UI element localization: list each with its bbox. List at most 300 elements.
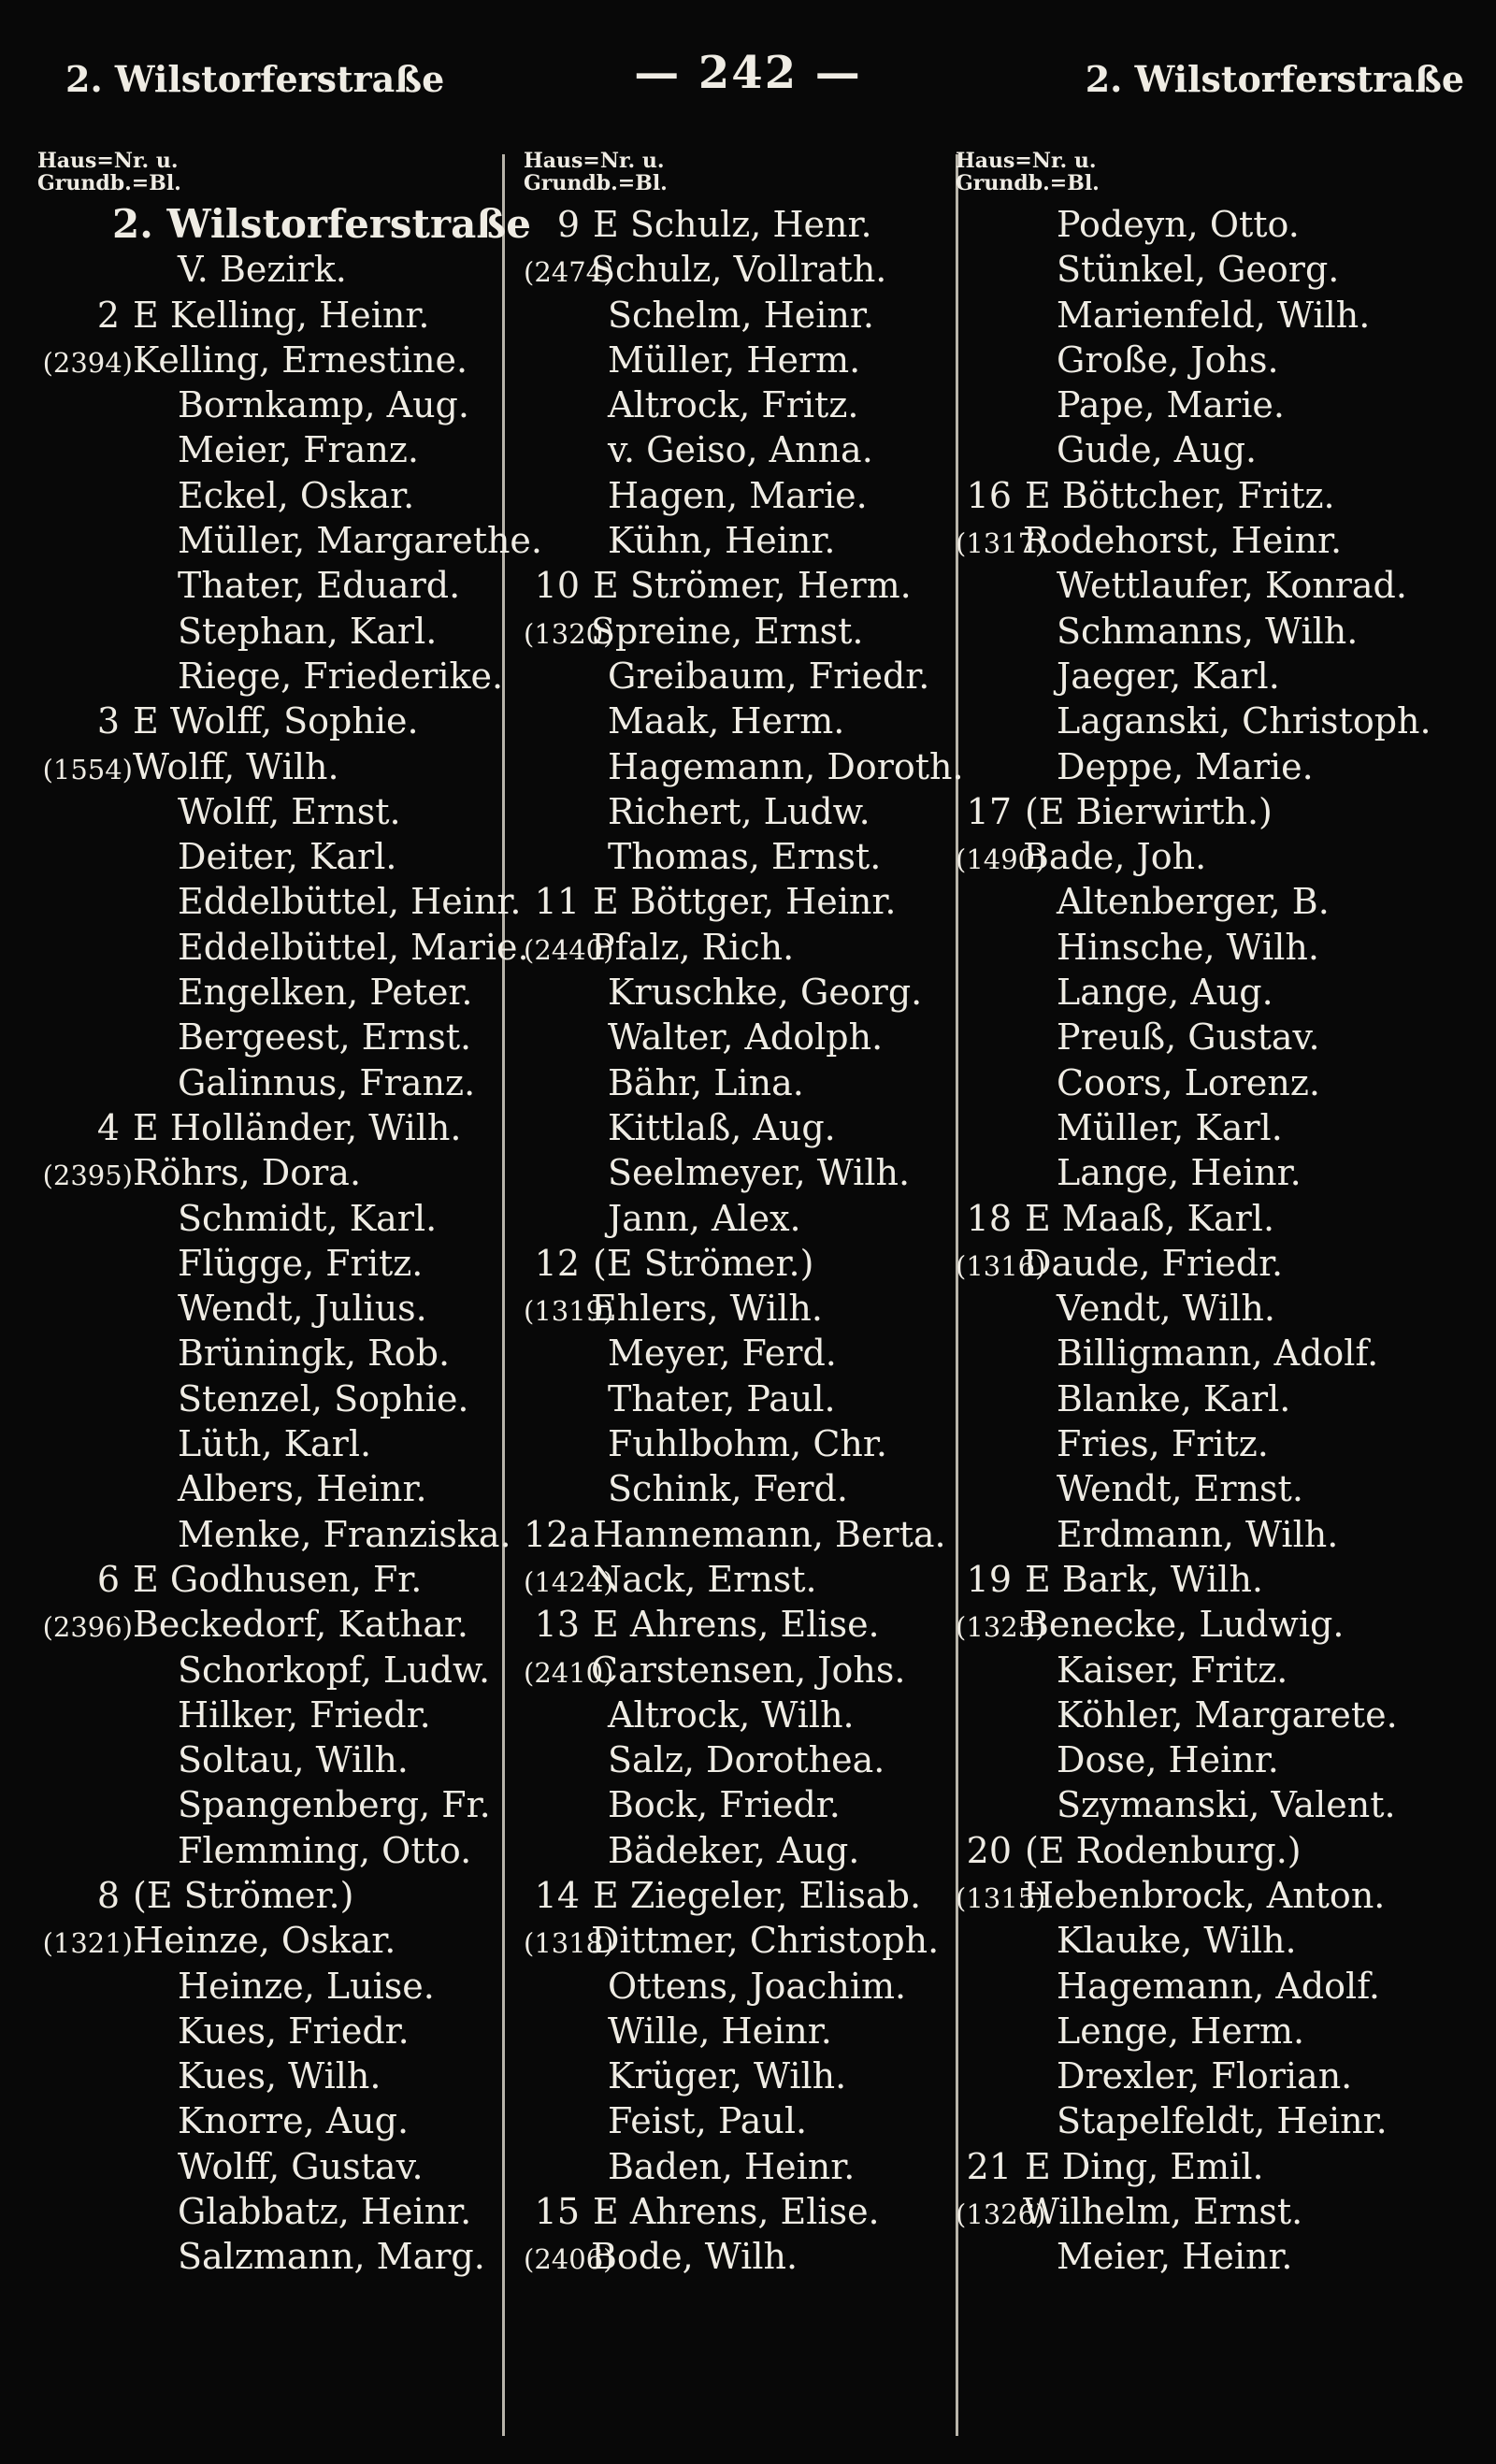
directory-entry xyxy=(956,970,1479,1015)
resident-name: Coors, Lorenz. xyxy=(1057,1061,1320,1103)
page-number: — 242 — xyxy=(634,47,862,99)
land-register-number: (1326) xyxy=(956,2198,1046,2231)
directory-entry xyxy=(956,1376,1479,1421)
directory-entry xyxy=(524,563,982,608)
directory-entry xyxy=(524,744,982,789)
directory-entry xyxy=(956,1648,1479,1693)
resident-name: Wilhelm, Ernst. xyxy=(1023,2191,1303,2233)
resident-name: Dose, Heinr. xyxy=(1057,1739,1279,1781)
resident-name: Hagen, Marie. xyxy=(608,474,868,516)
directory-entry xyxy=(524,247,982,292)
directory-entry xyxy=(37,1376,533,1421)
directory-entry xyxy=(37,338,533,382)
directory-entry xyxy=(524,1693,982,1737)
directory-entry xyxy=(37,744,533,789)
resident-name: Meier, Franz. xyxy=(178,429,419,471)
resident-name: Lüth, Karl. xyxy=(178,1423,372,1465)
resident-name: Gude, Aug. xyxy=(1057,429,1258,471)
resident-name: Lange, Aug. xyxy=(1057,972,1273,1014)
directory-entry xyxy=(37,1602,533,1647)
directory-entry xyxy=(37,563,533,608)
resident-name: Müller, Herm. xyxy=(608,339,861,381)
directory-entry xyxy=(524,473,982,518)
directory-entry xyxy=(956,1015,1479,1059)
resident-name: Vendt, Wilh. xyxy=(1057,1288,1275,1330)
land-register-number: (2396) xyxy=(42,1611,133,1644)
directory-entry xyxy=(524,925,982,970)
house-number: 3 xyxy=(96,700,120,742)
resident-name: Wendt, Julius. xyxy=(178,1288,427,1330)
house-number: 15 xyxy=(534,2191,580,2233)
resident-name: Baden, Heinr. xyxy=(608,2145,856,2187)
directory-entry xyxy=(956,1828,1479,1873)
directory-entry xyxy=(37,1964,533,2009)
directory-entry xyxy=(524,1828,982,1873)
directory-entry xyxy=(956,2144,1479,2189)
resident-name: Meier, Heinr. xyxy=(1057,2236,1293,2278)
directory-entry xyxy=(524,2144,982,2189)
resident-name: Marienfeld, Wilh. xyxy=(1057,294,1371,336)
running-header-right: 2. Wilstorferstraße xyxy=(1085,58,1464,100)
resident-name: Stapelfeldt, Heinr. xyxy=(1057,2100,1388,2142)
entry-list xyxy=(37,293,543,2280)
land-register-number: (1317) xyxy=(956,527,1046,560)
column-label-house-no: Haus=Nr. u. xyxy=(37,149,179,173)
land-register-number: (2474) xyxy=(524,256,614,289)
directory-entry xyxy=(37,518,543,563)
directory-entry xyxy=(956,1557,1479,1602)
column-label-land-register: Grundb.=Bl. xyxy=(524,171,668,195)
directory-entry xyxy=(524,1512,982,1557)
directory-entry xyxy=(524,1105,982,1150)
resident-name: Kaiser, Fritz. xyxy=(1057,1649,1288,1691)
directory-entry xyxy=(37,1060,533,1105)
directory-entry xyxy=(37,1015,533,1059)
directory-entry xyxy=(956,473,1479,518)
resident-name: Bähr, Lina. xyxy=(608,1061,804,1103)
directory-entry xyxy=(956,1060,1479,1105)
directory-entry xyxy=(37,2009,533,2053)
resident-name: (E Strömer.) xyxy=(133,1874,354,1916)
directory-entry xyxy=(524,2234,982,2279)
directory-entry xyxy=(37,1241,533,1286)
directory-entry xyxy=(37,1648,533,1693)
resident-name: (E Rodenburg.) xyxy=(1025,1829,1302,1871)
directory-entry xyxy=(37,1466,533,1511)
directory-entry xyxy=(524,1648,982,1693)
resident-name: Kues, Friedr. xyxy=(178,2010,410,2052)
resident-name: Erdmann, Wilh. xyxy=(1057,1513,1339,1555)
directory-entry xyxy=(37,2189,533,2234)
directory-entry xyxy=(37,1782,533,1827)
directory-entry xyxy=(37,293,533,338)
column-3 xyxy=(956,150,1479,2280)
directory-entry xyxy=(524,609,982,654)
resident-name: Deppe, Marie. xyxy=(1057,745,1314,787)
house-number: 12 xyxy=(534,1242,580,1284)
resident-name: Salzmann, Marg. xyxy=(178,2236,485,2278)
resident-name: Daude, Friedr. xyxy=(1023,1242,1284,1284)
directory-entry xyxy=(524,1918,982,1963)
resident-name: Müller, Karl. xyxy=(1057,1106,1283,1148)
directory-entry xyxy=(37,834,533,879)
directory-entry xyxy=(37,609,533,654)
directory-entry xyxy=(956,609,1479,654)
directory-entry xyxy=(37,1828,533,1873)
directory-entry xyxy=(524,202,982,247)
resident-name: Kues, Wilh. xyxy=(178,2055,381,2097)
directory-entry xyxy=(956,1693,1479,1737)
district-label: V. Bezirk. xyxy=(178,249,347,291)
resident-name: Klauke, Wilh. xyxy=(1057,1920,1297,1962)
resident-name: Lenge, Herm. xyxy=(1057,2010,1305,2052)
land-register-number: (2406) xyxy=(524,2243,614,2276)
entry-list xyxy=(524,202,982,2280)
resident-name: Flügge, Fritz. xyxy=(178,1242,424,1284)
directory-entry xyxy=(37,1557,533,1602)
directory-entry xyxy=(524,382,982,427)
directory-entry xyxy=(524,699,982,743)
directory-entry xyxy=(37,1331,533,1376)
directory-entry xyxy=(524,1286,982,1331)
directory-entry xyxy=(956,744,1479,789)
resident-name: Altrock, Wilh. xyxy=(608,1693,855,1736)
land-register-number: (2410) xyxy=(524,1656,614,1689)
resident-name: Szymanski, Valent. xyxy=(1057,1784,1396,1826)
directory-entry xyxy=(956,427,1479,472)
directory-entry xyxy=(524,518,982,563)
directory-entry xyxy=(524,1602,982,1647)
resident-name: E Maaß, Karl. xyxy=(1025,1197,1275,1239)
resident-name: (E Strömer.) xyxy=(593,1242,814,1284)
resident-name: E Böttcher, Fritz. xyxy=(1025,474,1335,516)
directory-entry xyxy=(37,654,533,699)
resident-name: Walter, Adolph. xyxy=(608,1016,884,1059)
directory-entry xyxy=(956,654,1479,699)
resident-name: Menke, Franziska. xyxy=(178,1513,511,1555)
resident-name: Heinze, Luise. xyxy=(178,1965,435,2007)
directory-entry xyxy=(37,1512,533,1557)
resident-name: Knorre, Aug. xyxy=(178,2100,410,2142)
directory-entry xyxy=(37,427,533,472)
resident-name: Köhler, Margarete. xyxy=(1057,1693,1398,1736)
resident-name: Stenzel, Sophie. xyxy=(178,1377,469,1419)
directory-entry xyxy=(524,1150,982,1195)
directory-entry xyxy=(37,2234,533,2279)
resident-name: Bergeest, Ernst. xyxy=(178,1016,472,1059)
resident-name: Fuhlbohm, Chr. xyxy=(608,1423,887,1465)
land-register-number: (1321) xyxy=(42,1927,133,1960)
directory-entry xyxy=(956,247,1479,292)
resident-name: Bade, Joh. xyxy=(1023,836,1207,878)
directory-entry xyxy=(37,1421,533,1466)
resident-name: Kühn, Heinr. xyxy=(608,520,836,562)
land-register-number: (1315) xyxy=(956,1881,1046,1914)
house-number: 4 xyxy=(96,1106,120,1148)
directory-entry xyxy=(524,2053,982,2098)
directory-entry xyxy=(956,202,1479,247)
directory-entry xyxy=(524,1421,982,1466)
directory-entry xyxy=(524,1964,982,2009)
land-register-number: (1320) xyxy=(524,617,614,650)
resident-name: Engelken, Peter. xyxy=(178,972,473,1014)
resident-name: Hilker, Friedr. xyxy=(178,1693,431,1736)
resident-name: Dittmer, Christoph. xyxy=(591,1920,940,1962)
land-register-number: (2440) xyxy=(524,933,614,966)
resident-name: E Holländer, Wilh. xyxy=(133,1106,462,1148)
directory-entry xyxy=(37,1196,533,1241)
directory-entry xyxy=(37,789,533,834)
directory-entry xyxy=(37,473,533,518)
resident-name: Stünkel, Georg. xyxy=(1057,249,1340,291)
directory-entry xyxy=(37,1286,533,1331)
resident-name: Spangenberg, Fr. xyxy=(178,1784,491,1826)
resident-name: Wolff, Wilh. xyxy=(133,745,339,787)
column-2 xyxy=(524,150,982,2280)
resident-name: Hebenbrock, Anton. xyxy=(1023,1874,1386,1916)
house-number: 2 xyxy=(96,294,120,336)
land-register-number: (1316) xyxy=(956,1249,1046,1282)
house-number: 11 xyxy=(534,881,580,923)
directory-entry xyxy=(956,925,1479,970)
resident-name: Schorkopf, Ludw. xyxy=(178,1649,491,1691)
resident-name: Wendt, Ernst. xyxy=(1057,1468,1303,1510)
resident-name: Pape, Marie. xyxy=(1057,384,1285,426)
house-number: 10 xyxy=(534,565,580,607)
resident-name: Flemming, Otto. xyxy=(178,1829,472,1871)
resident-name: Lange, Heinr. xyxy=(1057,1152,1302,1194)
land-register-number: (1424) xyxy=(524,1565,614,1598)
resident-name: E Böttger, Heinr. xyxy=(593,881,897,923)
resident-name: Beckedorf, Kathar. xyxy=(133,1604,468,1646)
resident-name: E Ahrens, Elise. xyxy=(593,2191,880,2233)
column-1 xyxy=(37,149,543,2280)
column-label xyxy=(956,150,1479,195)
directory-entry xyxy=(956,2009,1479,2053)
resident-name: Pfalz, Rich. xyxy=(591,926,795,968)
resident-name: Benecke, Ludwig. xyxy=(1023,1604,1345,1646)
resident-name: Carstensen, Johs. xyxy=(591,1649,906,1691)
resident-name: (E Bierwirth.) xyxy=(1025,790,1273,832)
resident-name: Spreine, Ernst. xyxy=(591,610,864,652)
directory-entry xyxy=(524,1241,982,1286)
directory-entry xyxy=(956,518,1479,563)
resident-name: Große, Johs. xyxy=(1057,339,1279,381)
directory-entry xyxy=(524,789,982,834)
house-number: 19 xyxy=(966,1558,1012,1600)
running-header-left: 2. Wilstorferstraße xyxy=(65,58,445,100)
directory-entry xyxy=(956,2098,1479,2143)
resident-name: Nack, Ernst. xyxy=(591,1558,817,1600)
house-number: 21 xyxy=(966,2145,1012,2187)
resident-name: Thater, Eduard. xyxy=(178,565,461,607)
directory-entry xyxy=(524,427,982,472)
resident-name: Maak, Herm. xyxy=(608,700,845,742)
resident-name: Kruschke, Georg. xyxy=(608,972,923,1014)
land-register-number: (1554) xyxy=(42,753,133,785)
resident-name: Galinnus, Franz. xyxy=(178,1061,476,1103)
house-number: 14 xyxy=(534,1874,580,1916)
resident-name: Glabbatz, Heinr. xyxy=(178,2191,472,2233)
land-register-number: (2395) xyxy=(42,1160,133,1192)
directory-entry xyxy=(37,1105,533,1150)
resident-name: Wettlaufer, Konrad. xyxy=(1057,565,1407,607)
resident-name: Riege, Friederike. xyxy=(178,655,504,697)
resident-name: E Schulz, Henr. xyxy=(593,204,872,245)
resident-name: Heinze, Oskar. xyxy=(133,1920,396,1962)
resident-name: Kittlaß, Aug. xyxy=(608,1106,836,1148)
resident-name: Schelm, Heinr. xyxy=(608,294,874,336)
resident-name: Eckel, Oskar. xyxy=(178,474,415,516)
directory-entry xyxy=(956,789,1479,834)
resident-name: Thomas, Ernst. xyxy=(608,836,882,878)
house-number: 6 xyxy=(96,1558,120,1600)
resident-name: Ehlers, Wilh. xyxy=(591,1288,823,1330)
house-number: 9 xyxy=(556,204,580,245)
directory-entry xyxy=(524,1737,982,1782)
resident-name: Fries, Fritz. xyxy=(1057,1423,1269,1465)
resident-name: Drexler, Florian. xyxy=(1057,2055,1353,2097)
resident-name: Schmidt, Karl. xyxy=(178,1197,438,1239)
resident-name: Hinsche, Wilh. xyxy=(1057,926,1319,968)
directory-entry xyxy=(524,1331,982,1376)
house-number: 13 xyxy=(534,1604,580,1646)
directory-entry xyxy=(37,2144,533,2189)
house-number: 20 xyxy=(966,1829,1012,1871)
resident-name: Hagemann, Adolf. xyxy=(1057,1965,1380,2007)
directory-entry xyxy=(37,1918,533,1963)
directory-entry xyxy=(956,1737,1479,1782)
directory-entry xyxy=(956,1241,1479,1286)
resident-name: E Ahrens, Elise. xyxy=(593,1604,880,1646)
resident-name: Deiter, Karl. xyxy=(178,836,397,878)
resident-name: Salz, Dorothea. xyxy=(608,1739,885,1781)
land-register-number: (1318) xyxy=(524,1927,614,1960)
directory-entry xyxy=(956,1918,1479,1963)
resident-name: Albers, Heinr. xyxy=(178,1468,427,1510)
directory-entry xyxy=(956,382,1479,427)
section-title: 2. Wilstorferstraße xyxy=(112,201,531,247)
directory-entry xyxy=(37,925,533,970)
directory-entry xyxy=(956,879,1479,924)
resident-name: Jann, Alex. xyxy=(608,1197,801,1239)
directory-entry xyxy=(524,1557,982,1602)
resident-name: Stephan, Karl. xyxy=(178,610,438,652)
directory-entry xyxy=(956,1105,1479,1150)
directory-entry xyxy=(524,834,982,879)
resident-name: E Strömer, Herm. xyxy=(593,565,912,607)
resident-name: Müller, Margarethe. xyxy=(178,520,543,562)
resident-name: v. Geiso, Anna. xyxy=(608,429,873,471)
resident-name: Schink, Ferd. xyxy=(608,1468,848,1510)
directory-entry xyxy=(524,2009,982,2053)
resident-name: Podeyn, Otto. xyxy=(1057,204,1300,245)
directory-entry xyxy=(524,879,982,924)
directory-entry xyxy=(524,1196,982,1241)
directory-entry xyxy=(956,293,1479,338)
resident-name: Hannemann, Berta. xyxy=(593,1513,946,1555)
resident-name: E Godhusen, Fr. xyxy=(133,1558,423,1600)
resident-name: Meyer, Ferd. xyxy=(608,1333,837,1375)
directory-entry xyxy=(37,2053,533,2098)
directory-entry xyxy=(956,2234,1479,2279)
house-number: 8 xyxy=(96,1874,120,1916)
resident-name: Preuß, Gustav. xyxy=(1057,1016,1320,1059)
directory-entry xyxy=(956,338,1479,382)
resident-name: Ottens, Joachim. xyxy=(608,1965,907,2007)
resident-name: Kelling, Ernestine. xyxy=(133,339,468,381)
resident-name: Feist, Paul. xyxy=(608,2100,808,2142)
directory-entry xyxy=(37,1873,533,1918)
directory-entry xyxy=(956,563,1479,608)
directory-entry xyxy=(956,1782,1479,1827)
resident-name: Schulz, Vollrath. xyxy=(591,249,887,291)
resident-name: Jaeger, Karl. xyxy=(1057,655,1280,697)
directory-entry xyxy=(956,1873,1479,1918)
directory-entry xyxy=(37,699,533,743)
directory-entry xyxy=(524,970,982,1015)
directory-entry xyxy=(956,1196,1479,1241)
land-register-number: (2394) xyxy=(42,346,133,379)
house-number: 18 xyxy=(966,1197,1012,1239)
directory-entry xyxy=(956,1421,1479,1466)
house-number: 17 xyxy=(966,790,1012,832)
resident-name: Eddelbüttel, Heinr. xyxy=(178,881,522,923)
resident-name: E Wolff, Sophie. xyxy=(133,700,419,742)
directory-entry xyxy=(37,1150,533,1195)
directory-entry xyxy=(524,1873,982,1918)
resident-name: Hagemann, Doroth. xyxy=(608,745,964,787)
entry-list xyxy=(956,202,1479,2280)
land-register-number: (1319) xyxy=(524,1295,614,1328)
directory-entry xyxy=(37,1737,533,1782)
column-label-house-no: Haus=Nr. u. xyxy=(956,149,1097,173)
directory-entry xyxy=(37,879,533,924)
directory-entry xyxy=(956,2053,1479,2098)
resident-name: Thater, Paul. xyxy=(608,1377,836,1419)
directory-entry xyxy=(956,1286,1479,1331)
resident-name: Bode, Wilh. xyxy=(591,2236,798,2278)
directory-entry xyxy=(524,2189,982,2234)
directory-entry xyxy=(956,1964,1479,2009)
resident-name: Richert, Ludw. xyxy=(608,790,870,832)
directory-entry xyxy=(524,1782,982,1827)
resident-name: Altenberger, B. xyxy=(1057,881,1330,923)
resident-name: Seelmeyer, Wilh. xyxy=(608,1152,911,1194)
house-number: 12a xyxy=(524,1513,591,1555)
resident-name: Rodehorst, Heinr. xyxy=(1023,520,1343,562)
resident-name: Eddelbüttel, Marie. xyxy=(178,926,529,968)
resident-name: E Kelling, Heinr. xyxy=(133,294,430,336)
resident-name: Wolff, Gustav. xyxy=(178,2145,424,2187)
column-label xyxy=(37,150,533,195)
resident-name: Bornkamp, Aug. xyxy=(178,384,469,426)
resident-name: Schmanns, Wilh. xyxy=(1057,610,1359,652)
resident-name: Röhrs, Dora. xyxy=(133,1152,362,1194)
resident-name: Bock, Friedr. xyxy=(608,1784,841,1826)
resident-name: Wille, Heinr. xyxy=(608,2010,832,2052)
column-label-house-no: Haus=Nr. u. xyxy=(524,149,665,173)
directory-entry xyxy=(956,1150,1479,1195)
column-label-land-register: Grundb.=Bl. xyxy=(37,171,181,195)
directory-entry xyxy=(956,2189,1479,2234)
resident-name: Bädeker, Aug. xyxy=(608,1829,860,1871)
resident-name: Wolff, Ernst. xyxy=(178,790,401,832)
resident-name: E Ding, Emil. xyxy=(1025,2145,1264,2187)
house-number: 16 xyxy=(966,474,1012,516)
land-register-number: (1490) xyxy=(956,843,1046,876)
directory-entry xyxy=(37,382,533,427)
